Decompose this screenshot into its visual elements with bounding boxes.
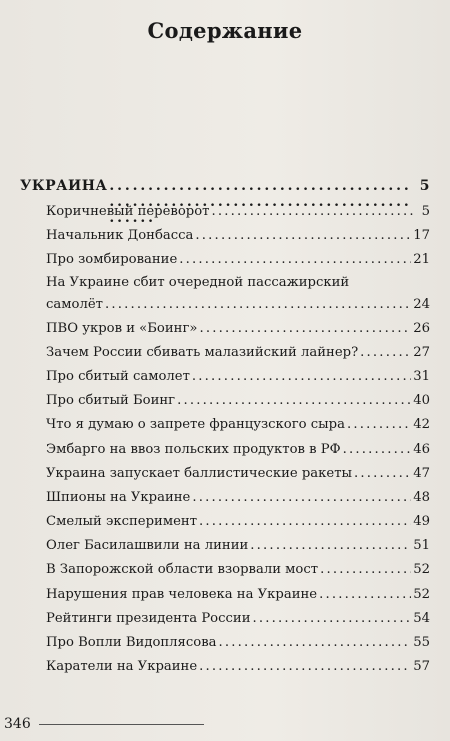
toc-entry-title: В Запорожской области взорвали мост xyxy=(46,562,319,578)
toc-entry-page: 54 xyxy=(413,610,430,626)
toc-entry-title: Про Вопли Видоплясова xyxy=(46,635,217,650)
toc-entry xyxy=(46,655,430,679)
footer-rule xyxy=(39,724,204,725)
toc-entry-page: 27 xyxy=(413,344,430,360)
toc-entry-title: Эмбарго на ввоз польских продуктов в РФ xyxy=(46,441,341,457)
toc-entry-page: 21 xyxy=(413,252,430,268)
toc-entry xyxy=(46,224,430,248)
toc-entry-title: Смелый эксперимент xyxy=(46,514,197,530)
leader-dots xyxy=(319,583,411,607)
toc-entry-title: Что я думаю о запрете французского сыра xyxy=(46,417,345,433)
toc-entry xyxy=(46,583,430,607)
toc-entry-title: Каратели на Украине xyxy=(46,659,198,675)
section-label: УКРАИНА xyxy=(20,178,108,194)
toc-entry-title: ПВО укров и «Боинг» xyxy=(46,320,198,336)
leader-dots xyxy=(192,486,411,510)
toc-entry-page: 17 xyxy=(413,228,430,244)
toc-entry xyxy=(46,317,430,341)
leader-dots xyxy=(105,293,411,317)
toc-entry-title: Олег Басилашвили на линии xyxy=(46,538,249,554)
toc-entry-title: Украина запускает баллистические ракеты xyxy=(46,465,352,481)
leader-dots xyxy=(343,438,412,462)
toc-entry-page: 31 xyxy=(413,368,430,384)
toc-entry-title: Нарушения прав человека на Украине xyxy=(46,586,318,602)
section-page-number: 5 xyxy=(419,178,430,194)
leader-dots xyxy=(199,655,411,679)
leader-dots xyxy=(179,248,411,272)
toc-entry-title-line1: На Украине сбит очередной пассажирский xyxy=(46,274,350,290)
toc-entry-title: Про зомбирование xyxy=(46,252,178,268)
toc-entry-page: 47 xyxy=(413,465,430,481)
toc-entry-page: 49 xyxy=(413,514,430,530)
leader-dots xyxy=(354,462,411,486)
page-number: 346 xyxy=(4,716,31,732)
toc-entry-page: 42 xyxy=(413,417,430,433)
toc-entry xyxy=(46,607,430,631)
toc-entry xyxy=(46,462,430,486)
toc-entry xyxy=(46,413,430,437)
toc-entry-page: 52 xyxy=(413,562,430,578)
leader-dots xyxy=(360,341,411,365)
toc-entry xyxy=(46,389,430,413)
leader-dots xyxy=(199,317,411,341)
toc-entry-title: Про сбитый Боинг xyxy=(46,393,176,409)
leader-dots xyxy=(250,534,411,558)
toc-entry xyxy=(46,365,430,389)
toc-entry-page: 40 xyxy=(413,393,430,409)
leader-dots xyxy=(252,607,411,631)
toc-entry-page: 26 xyxy=(413,320,430,336)
leader-dots xyxy=(199,510,411,534)
toc-entry xyxy=(46,341,430,365)
toc-entry-title: Про сбитый самолет xyxy=(46,368,190,384)
toc-entry-title: Рейтинги президента России xyxy=(46,610,251,626)
page-footer xyxy=(4,716,204,732)
toc-entry xyxy=(46,631,430,655)
toc-entry-title: Коричневый переворот xyxy=(46,204,210,219)
toc-entry-page: 55 xyxy=(413,635,430,650)
toc-entry-page: 46 xyxy=(413,441,430,457)
toc-list xyxy=(46,200,430,679)
toc-entry-page: 52 xyxy=(413,586,430,602)
toc-entry-page: 5 xyxy=(421,204,430,219)
toc-entry-title: самолёт xyxy=(46,296,103,312)
leader-dots xyxy=(192,365,411,389)
toc-entry-page: 48 xyxy=(413,489,430,505)
leader-dots xyxy=(347,413,411,437)
toc-entry-page: 24 xyxy=(413,296,430,312)
toc-entry xyxy=(46,438,430,462)
leader-dots xyxy=(211,200,414,224)
toc-entry-page: 51 xyxy=(413,538,430,554)
toc-entry xyxy=(46,200,430,224)
leader-dots xyxy=(195,224,411,248)
leader-dots xyxy=(177,389,411,413)
toc-entry xyxy=(46,534,430,558)
toc-entry-title: Начальник Донбасса xyxy=(46,228,194,244)
toc-entry-title: Зачем России сбивать малазийский лайнер? xyxy=(46,344,359,360)
toc-entry-page: 57 xyxy=(413,659,430,675)
leader-dots xyxy=(320,558,411,582)
toc-entry xyxy=(46,273,430,317)
toc-entry xyxy=(46,510,430,534)
toc-entry-title: Шпионы на Украине xyxy=(46,489,191,505)
toc-entry xyxy=(46,486,430,510)
page-title: Содержание xyxy=(147,18,303,43)
toc-entry xyxy=(46,558,430,582)
toc-entry xyxy=(46,248,430,272)
leader-dots xyxy=(219,631,412,655)
